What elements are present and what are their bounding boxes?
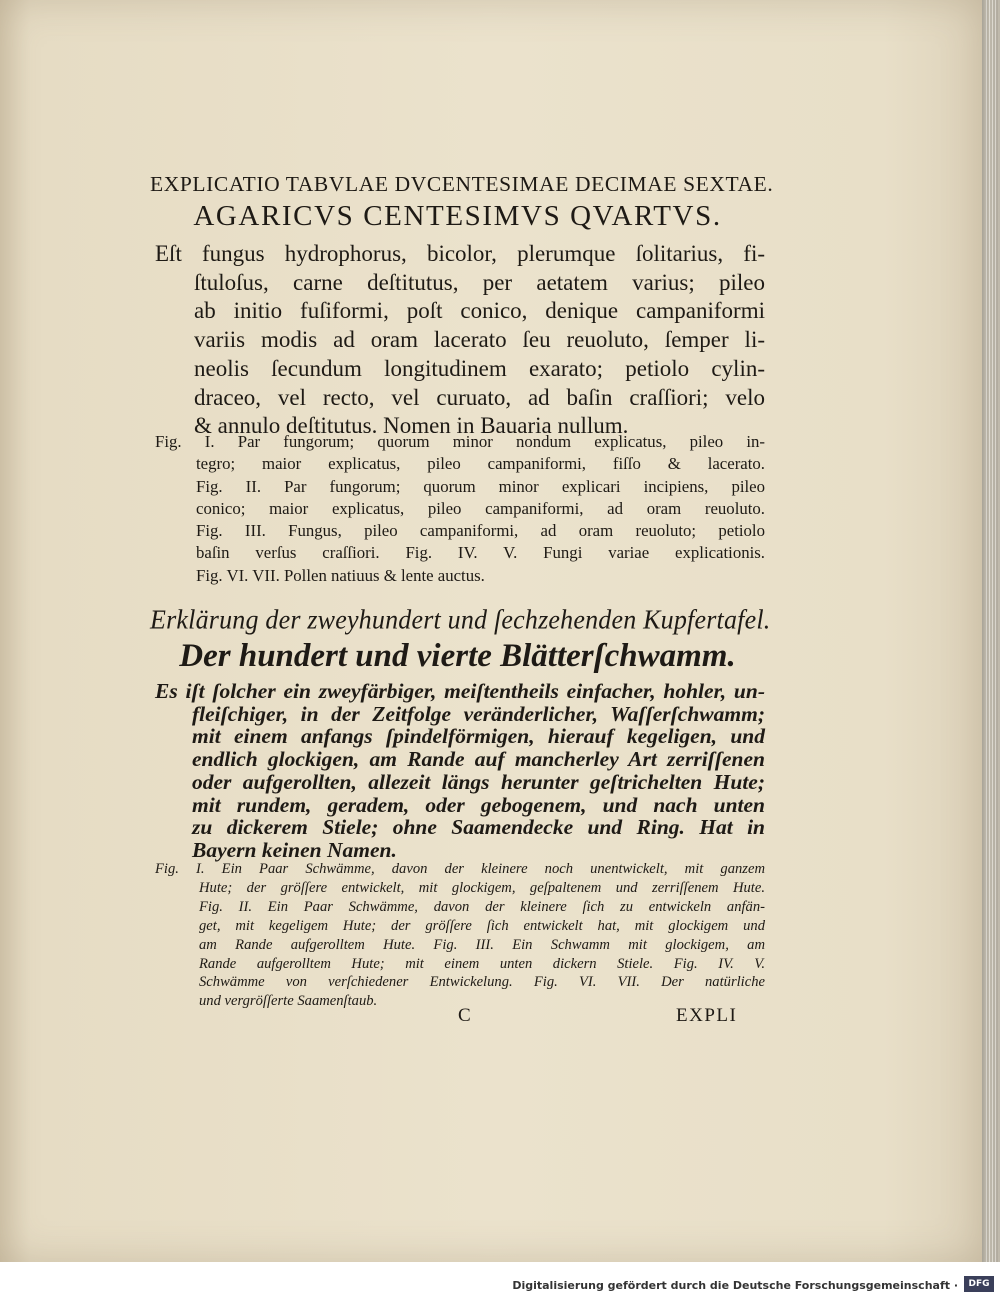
latin-description-line: ſtuloſus, carne deſtitutus, per aetatem varius; pileo: [194, 269, 765, 295]
german-figure-line: Fig. II. Ein Paar Schwämme, davon der kleinere ſich zu entwickeln anfän-: [199, 898, 765, 915]
page-stack-edge: [986, 0, 998, 1262]
german-figure-line: Fig. I. Ein Paar Schwämme, davon der kleinere noch unentwickelt, mit ganzem: [155, 861, 765, 877]
german-description: [155, 680, 765, 862]
german-figure-line: und vergröſſerte Saamenſtaub.: [199, 993, 378, 1010]
latin-description-line: Eſt fungus hydrophorus, bicolor, plerumque ſolitarius, fi-: [155, 241, 765, 266]
latin-figure-line: conico; maior explicatus, pileo campaniformi, ad oram reuoluto.: [196, 498, 765, 518]
german-figure-line: Schwämme von verſchiedener Entwickelung. Fig. VI. VII. Der natürliche: [199, 974, 765, 991]
latin-figure-line: Fig. III. Fungus, pileo campaniformi, ad oram reuoluto; petiolo: [196, 521, 765, 541]
german-running-header: Erklärung der zweyhundert und ſechzehenden Kupfertafel.: [150, 604, 771, 635]
german-description-line: endlich glockigen, am Rande auf mancherley Art zerriſſenen: [192, 747, 765, 772]
latin-description-line: draceo, vel recto, vel curuato, ad baſin craſſiori; velo: [194, 384, 765, 410]
german-title: Der hundert und vierte Blätterſchwamm.: [179, 638, 736, 674]
latin-figure-line: Fig. I. Par fungorum; quorum minor nondum explicatus, pileo in-: [155, 432, 765, 451]
latin-description-line: ab initio fuſiformi, poſt conico, denique campaniformi: [194, 298, 765, 324]
german-figure-line: am Rande aufgerolltem Hute. Fig. III. Ein Schwamm mit glockigem, am: [199, 936, 765, 953]
latin-figure-line: Fig. VI. VII. Pollen natiuus & lente auctus.: [196, 565, 485, 585]
german-figure-line: get, mit kegeligem Hute; der gröſſere ſich entwickelt hat, mit glockigem und: [199, 917, 765, 934]
latin-figure-line: tegro; maior explicatus, pileo campaniformi, fiſſo & lacerato.: [196, 454, 765, 474]
latin-description-line: variis modis ad oram lacerato ſeu reuoluto, ſemper li-: [194, 327, 765, 353]
signature-mark: C: [458, 1005, 473, 1026]
latin-title: AGARICVS CENTESIMVS QVARTVS.: [193, 200, 722, 232]
german-description-line: oder aufgerollten, allezeit längs herunter geſtrichelten Hute;: [192, 769, 765, 794]
german-figure-line: Rande aufgerolltem Hute; mit einem unten dickern Stiele. Fig. IV. V.: [199, 955, 765, 972]
german-description-line: fleiſchiger, in der Zeitfolge veränderlicher, Waſſerſchwamm;: [192, 701, 765, 726]
dfg-logo-icon: DFG: [964, 1276, 994, 1292]
latin-running-header: EXPLICATIO TABVLAE DVCENTESIMAE DECIMAE SEXTAE.: [150, 172, 774, 196]
german-description-line: Bayern keinen Namen.: [192, 837, 397, 862]
footer-credit: Digitalisierung gefördert durch die Deutsche Forschungsgemeinschaft ·: [512, 1279, 958, 1292]
catchword: EXPLI: [676, 1005, 738, 1026]
german-description-line: Es iſt ſolcher ein zweyfärbiger, meiſtentheils einfacher, hohler, un-: [155, 679, 765, 703]
german-figure-line: Hute; der gröſſere entwickelt, mit glockigem, geſpaltenem und zerriſſenem Hute.: [199, 879, 765, 896]
german-figure-captions: [155, 860, 765, 1011]
german-description-line: mit einem anfangs ſpindelförmigen, hierauf kegeligen, und: [192, 724, 765, 749]
latin-description-line: neolis ſecundum longitudinem exarato; petiolo cylin-: [194, 355, 765, 381]
latin-description: [155, 240, 765, 441]
latin-figure-line: baſin verſus craſſiori. Fig. IV. V. Fungi variae explicationis.: [196, 543, 765, 563]
latin-figure-line: Fig. II. Par fungorum; quorum minor explicari incipiens, pileo: [196, 476, 765, 496]
latin-figure-captions: [155, 431, 765, 587]
latin-description-line: & annulo deſtitutus. Nomen in Bauaria nullum.: [194, 413, 629, 439]
german-description-line: mit rundem, geradem, oder gebogenem, und nach unten: [192, 792, 765, 817]
german-description-line: zu dickerem Stiele; ohne Saamendecke und Ring. Hat in: [192, 815, 765, 840]
